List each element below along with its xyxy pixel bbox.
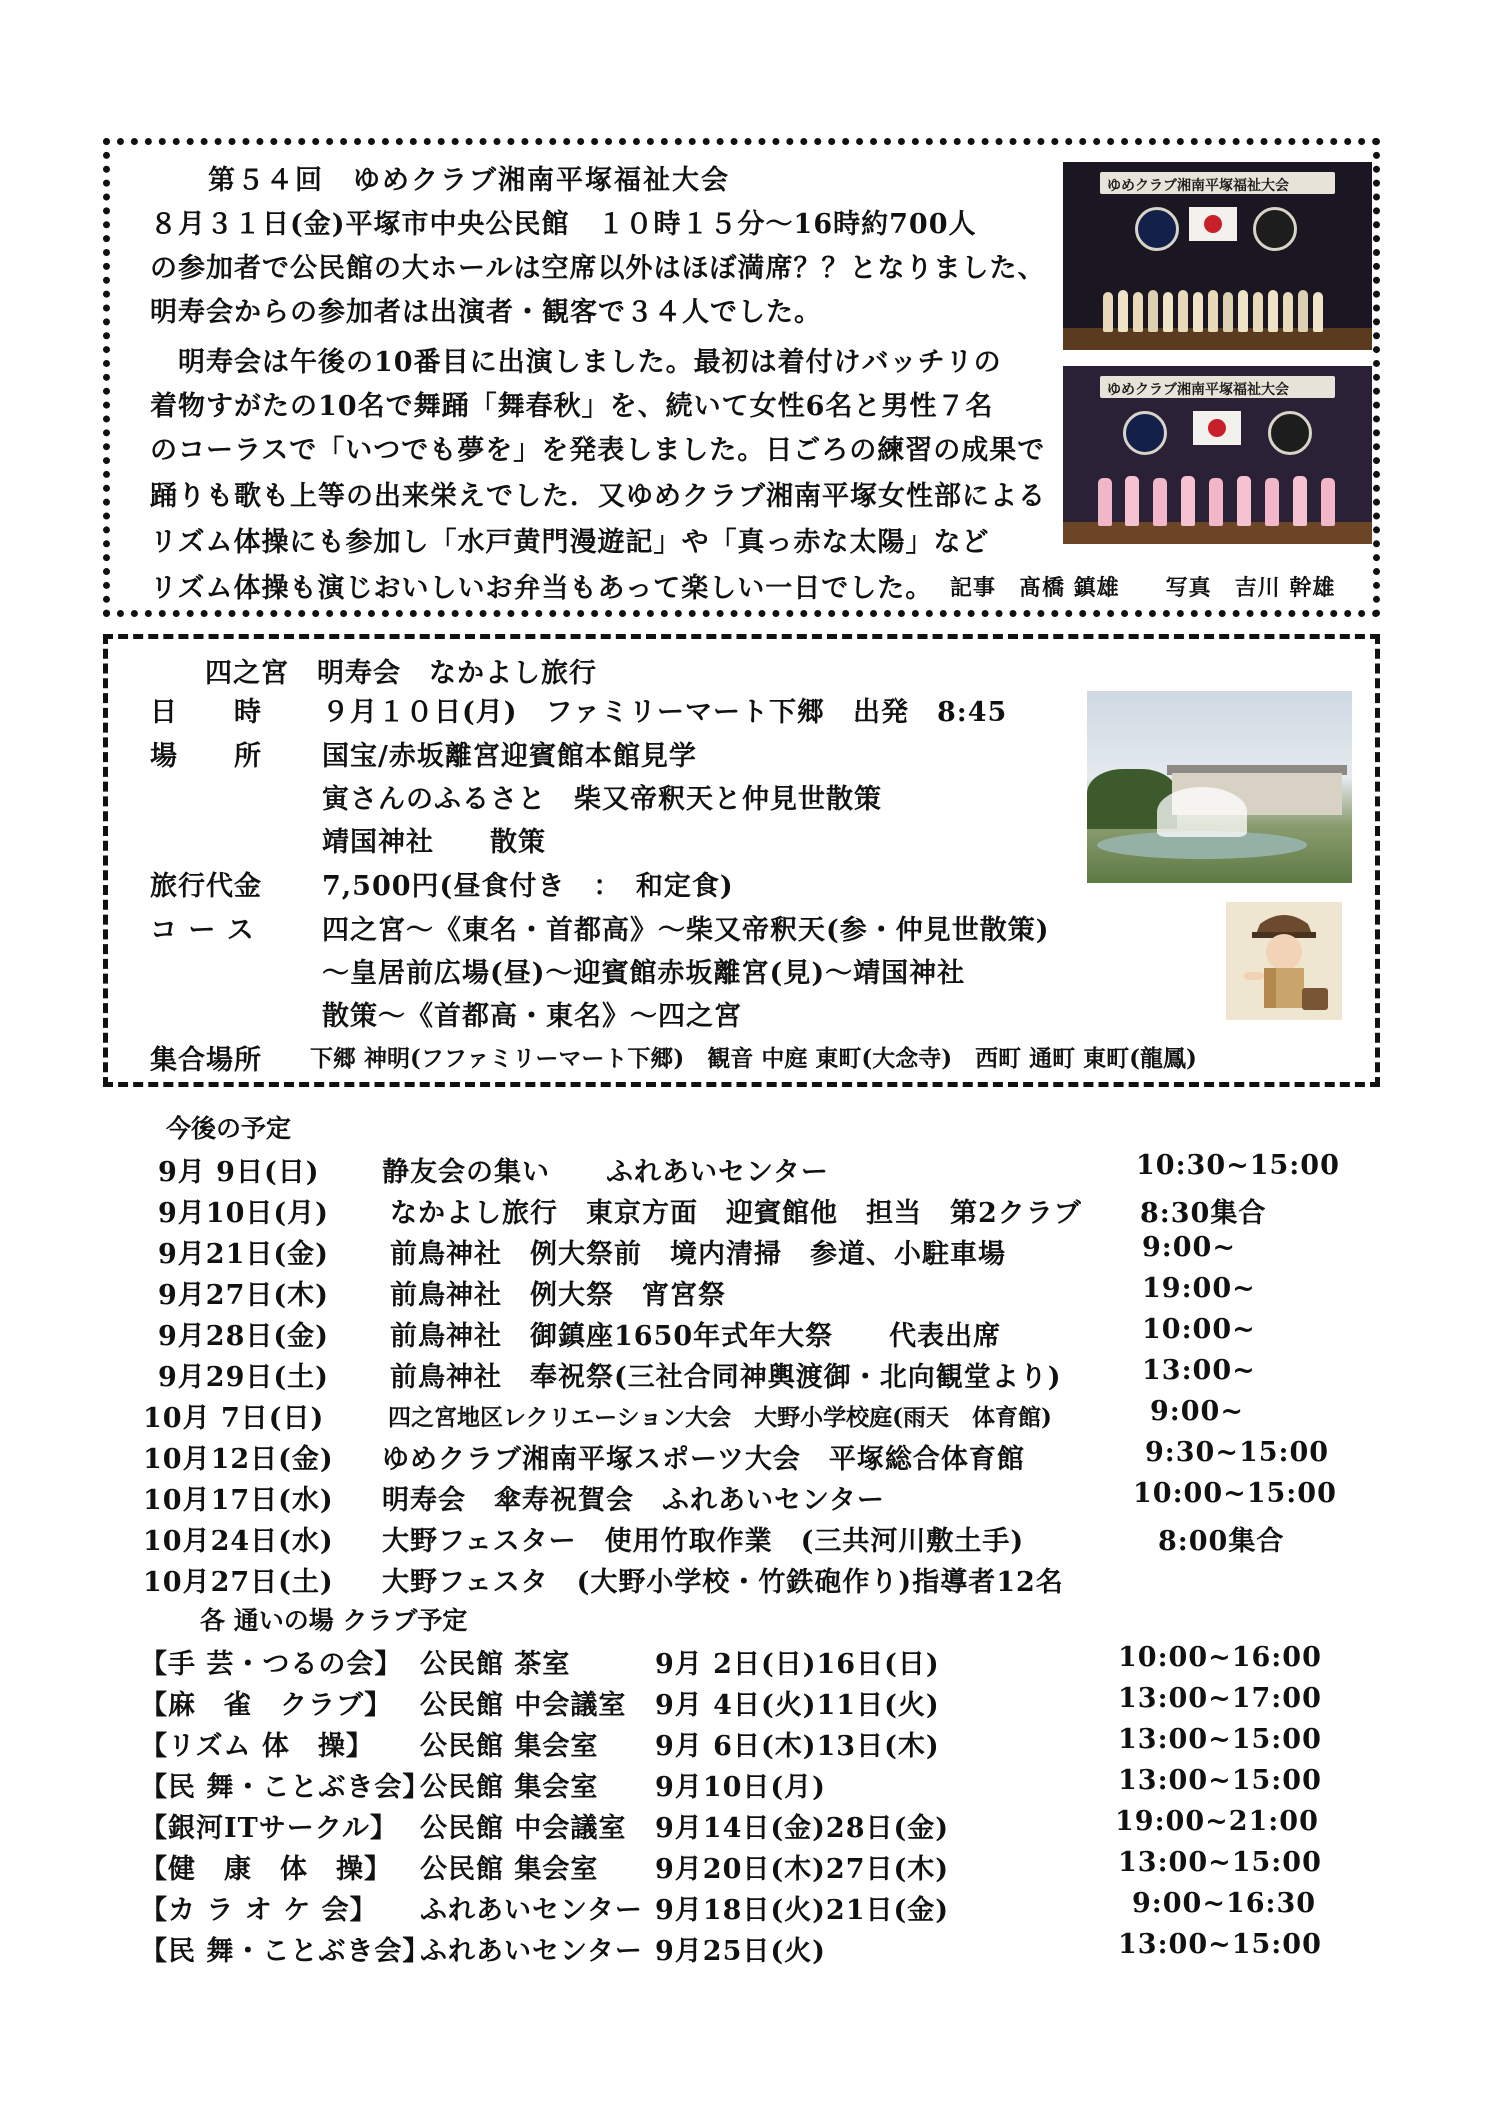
schedule-desc: 前鳥神社 奉祝祭(三社合同神輿渡御・北向観堂より) xyxy=(390,1362,1062,1393)
club-time: 13:00~17:00 xyxy=(1118,1683,1322,1714)
trip-date-label: 日 時 xyxy=(150,697,262,728)
club-place: 公民館 集会室 xyxy=(420,1854,599,1885)
schedule-date: 9月21日(金) xyxy=(158,1239,329,1270)
schedule-heading: 今後の予定 xyxy=(166,1114,292,1143)
club-time: 9:00~16:30 xyxy=(1132,1888,1317,1919)
trip-place-line: 靖国神社 散策 xyxy=(322,827,546,858)
schedule-date: 10月17日(水) xyxy=(143,1485,334,1516)
photo-banner-text: ゆめクラブ湘南平塚福祉大会 xyxy=(1107,178,1289,194)
schedule-date: 10月27日(土) xyxy=(143,1567,334,1598)
club-time: 13:00~15:00 xyxy=(1118,1765,1322,1796)
clubs-heading: 各 通いの場 クラブ予定 xyxy=(200,1606,468,1635)
schedule-time: 13:00~ xyxy=(1142,1355,1256,1386)
schedule-time: 8:00集合 xyxy=(1158,1526,1285,1557)
welfare-line: 踊りも歌も上等の出来栄えでした．又ゆめクラブ湘南平塚女性部による xyxy=(150,481,1046,512)
schedule-time: 9:30~15:00 xyxy=(1145,1437,1330,1468)
schedule-desc: 前鳥神社 御鎮座1650年式年大祭 代表出席 xyxy=(390,1321,1002,1352)
trip-course-line: 四之宮～《東名・首都高》～柴又帝釈天(参・仲見世散策) xyxy=(322,915,1050,946)
schedule-time: 9:00~ xyxy=(1150,1396,1244,1427)
schedule-time: 10:00~ xyxy=(1142,1314,1256,1345)
trip-cost-label: 旅行代金 xyxy=(150,871,262,902)
schedule-desc: 大野フェスタ (大野小学校・竹鉄砲作り)指導者12名 xyxy=(382,1567,1064,1598)
schedule-desc: 前鳥神社 例大祭 宵宮祭 xyxy=(390,1280,726,1311)
club-dates: 9月 2日(日)16日(日) xyxy=(655,1649,940,1680)
club-name: 【リズム 体 操】 xyxy=(140,1731,374,1762)
club-name: 【民 舞・ことぶき会】 xyxy=(140,1772,431,1803)
trip-place-line: 寅さんのふるさと 柴又帝釈天と仲見世散策 xyxy=(322,784,882,815)
schedule-date: 10月24日(水) xyxy=(143,1526,334,1557)
club-dates: 9月18日(火)21日(金) xyxy=(655,1895,950,1926)
welfare-line: リズム体操も演じおいしいお弁当もあって楽しい一日でした。 xyxy=(150,573,934,604)
club-place: 公民館 中会議室 xyxy=(420,1813,627,1844)
club-dates: 9月20日(木)27日(木) xyxy=(655,1854,950,1885)
schedule-desc: 大野フェスター 使用竹取作業 (三共河川敷土手) xyxy=(382,1526,1025,1557)
club-name: 【手 芸・つるの会】 xyxy=(140,1649,403,1680)
trip-place-label: 場 所 xyxy=(150,741,262,772)
schedule-time: 10:00~15:00 xyxy=(1133,1478,1337,1509)
schedule-date: 9月28日(金) xyxy=(158,1321,329,1352)
welfare-line: 明寿会は午後の10番目に出演しました。最初は着付けバッチリの xyxy=(150,347,1002,378)
club-dates: 9月14日(金)28日(金) xyxy=(655,1813,950,1844)
club-dates: 9月 4日(火)11日(火) xyxy=(655,1690,940,1721)
schedule-date: 9月29日(土) xyxy=(158,1362,329,1393)
club-time: 10:00~16:00 xyxy=(1118,1642,1322,1673)
schedule-desc: ゆめクラブ湘南平塚スポーツ大会 平塚総合体育館 xyxy=(382,1444,1025,1475)
club-time: 13:00~15:00 xyxy=(1118,1929,1322,1960)
schedule-time: 10:30~15:00 xyxy=(1136,1150,1340,1181)
club-dates: 9月 6日(木)13日(木) xyxy=(655,1731,940,1762)
trip-title: 四之宮 明寿会 なかよし旅行 xyxy=(205,658,597,689)
schedule-desc: 明寿会 傘寿祝賀会 ふれあいセンター xyxy=(382,1485,885,1516)
schedule-date: 9月10日(月) xyxy=(158,1198,329,1229)
schedule-time: 19:00~ xyxy=(1142,1273,1256,1304)
chorus-stage-photo xyxy=(1063,162,1372,350)
club-place: 公民館 集会室 xyxy=(420,1731,599,1762)
welfare-title: 第５４回 ゆめクラブ湘南平塚福祉大会 xyxy=(208,165,730,196)
club-dates: 9月10日(月) xyxy=(655,1772,826,1803)
schedule-date: 10月12日(金) xyxy=(143,1444,334,1475)
club-name: 【麻 雀 クラブ】 xyxy=(140,1690,393,1721)
welfare-line: の参加者で公民館の大ホールは空席以外はほぼ満席？？となりました、 xyxy=(150,253,1046,284)
photo-banner-text: ゆめクラブ湘南平塚福祉大会 xyxy=(1107,382,1289,398)
welfare-line: ８月３１日(金)平塚市中央公民館 １０時１５分～16時約700人 xyxy=(150,209,977,240)
trip-meeting-value: 下郷 神明(フファミリーマート下郷) 観音 中庭 東町(大念寺) 西町 通町 東町(龍鳳) xyxy=(310,1045,1197,1072)
schedule-desc: 静友会の集い ふれあいセンター xyxy=(382,1157,829,1188)
club-dates: 9月25日(火) xyxy=(655,1936,826,1967)
tora-san-cartoon-image xyxy=(1226,902,1342,1020)
club-name: 【銀河ITサークル】 xyxy=(140,1813,398,1844)
trip-cost-value: 7,500円(昼食付き ： 和定食) xyxy=(322,871,734,902)
club-name: 【民 舞・ことぶき会】 xyxy=(140,1936,431,1967)
club-place: 公民館 茶室 xyxy=(420,1649,571,1680)
schedule-desc: なかよし旅行 東京方面 迎賓館他 担当 第2クラブ xyxy=(390,1198,1082,1229)
schedule-date: 9月27日(木) xyxy=(158,1280,329,1311)
trip-course-line: ～皇居前広場(昼)～迎賓館赤坂離宮(見)～靖国神社 xyxy=(322,958,966,989)
club-time: 13:00~15:00 xyxy=(1118,1847,1322,1878)
club-name: 【健 康 体 操】 xyxy=(140,1854,392,1885)
trip-course-line: 散策～《首都高・東名》～四之宮 xyxy=(322,1001,742,1032)
club-place: ふれあいセンター xyxy=(420,1895,643,1926)
welfare-line: リズム体操にも参加し「水戸黄門漫遊記」や「真っ赤な太陽」など xyxy=(150,527,990,558)
club-place: ふれあいセンター xyxy=(420,1936,643,1967)
schedule-time: 8:30集合 xyxy=(1140,1198,1267,1229)
schedule-date: 10月 7日(日) xyxy=(143,1403,325,1434)
welfare-credit: 記事 髙橋 鎮雄 写真 吉川 幹雄 xyxy=(950,575,1336,601)
dance-stage-photo xyxy=(1063,366,1372,544)
welfare-line: 明寿会からの参加者は出演者・観客で３４人でした。 xyxy=(150,297,822,328)
trip-course-label: コ ー ス xyxy=(150,915,255,946)
trip-place-line: 国宝/赤坂離宮迎賓館本館見学 xyxy=(322,741,697,772)
geihinkan-palace-photo xyxy=(1087,691,1352,883)
schedule-time: 9:00~ xyxy=(1142,1232,1236,1263)
club-place: 公民館 中会議室 xyxy=(420,1690,627,1721)
trip-meeting-label: 集合場所 xyxy=(150,1045,262,1076)
schedule-desc: 四之宮地区レクリエーション大会 大野小学校庭(雨天 体育館) xyxy=(388,1404,1052,1431)
club-time: 13:00~15:00 xyxy=(1118,1724,1322,1755)
welfare-line: のコーラスで「いつでも夢を」を発表しました。日ごろの練習の成果で xyxy=(150,435,1046,466)
club-place: 公民館 集会室 xyxy=(420,1772,599,1803)
club-name: 【カ ラ オ ケ 会】 xyxy=(140,1895,378,1926)
schedule-desc: 前鳥神社 例大祭前 境内清掃 参道、小駐車場 xyxy=(390,1239,1006,1270)
club-time: 19:00~21:00 xyxy=(1115,1806,1319,1837)
trip-date-value: ９月１０日(月) ファミリーマート下郷 出発 8:45 xyxy=(322,697,1008,728)
schedule-date: 9月 9日(日) xyxy=(158,1157,320,1188)
welfare-line: 着物すがたの10名で舞踊「舞春秋」を、続いて女性6名と男性７名 xyxy=(150,391,994,422)
